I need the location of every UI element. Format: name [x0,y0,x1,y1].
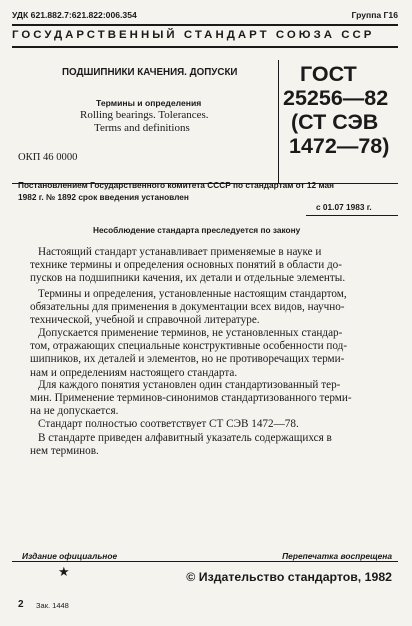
reprint-prohibited-label: Перепечатка воспрещена [282,551,392,561]
org-title: ГОСУДАРСТВЕННЫЙ СТАНДАРТ СОЮЗА ССР [12,29,375,41]
paragraph-4: Для каждого понятия установлен один стандартизованный тер- мин. Применение терминов-синонимов стандартизованного терми- на не допускается. [30,379,352,418]
official-edition-label: Издание официальное [22,551,118,561]
header-top-rule [12,24,398,26]
order-number: Зак. 1448 [36,601,69,610]
decree-line1: Постановлением Государственного комитета СССР по стандартам от 12 мая [18,180,334,190]
gost-label: ГОСТ [300,62,357,86]
effective-date: с 01.07 1983 г. [316,202,372,212]
paragraph-3: Допускается применение терминов, не установленных стандар- том, отражающих специальные конструктивные особенности под- шипников, их деталей и элементов, но не противоречащих терми- нам и определениям настоящего стандарта. [30,327,348,379]
st-sev-label: (СТ СЭВ [291,110,379,134]
st-sev-number: 1472—78) [289,134,390,158]
okp-code: ОКП 46 0000 [18,152,78,163]
header-bottom-rule [12,46,398,48]
udk-code: УДК 621.882.7:621.822:006.354 [12,10,137,20]
star-icon: ★ [58,564,70,579]
paragraph-6: В стандарте приведен алфавитный указатель содержащихся в нем терминов. [30,432,332,458]
paragraph-1: Настоящий стандарт устанавливает применяемые в науке и технике термины и определения основных понятий в области до- пусков на подшипники качения, их детали и отдельные элементы. [30,246,346,285]
decree-line2: 1982 г. № 1892 срок введения установлен [18,192,189,202]
title-english-line1: Rolling bearings. Tolerances. [80,109,209,121]
gost-divider [278,60,279,183]
copyright-notice: © Издательство стандартов, 1982 [186,570,392,584]
group-code: Группа Г16 [351,10,398,20]
law-notice: Несоблюдение стандарта преследуется по закону [93,225,301,235]
paragraph-2: Термины и определения, установленные настоящим стандартом, обязательны для применения в документации всех видов, научно- технической, учебной и справочной литературе. [30,288,347,327]
page-number: 2 [18,599,24,610]
subject-title: ПОДШИПНИКИ КАЧЕНИЯ. ДОПУСКИ [62,67,238,78]
title-russian: Термины и определения [96,98,202,108]
paragraph-5: Стандарт полностью соответствует СТ СЭВ 1472—78. [38,418,299,430]
effective-date-rule [306,215,398,216]
footer-rule [12,561,398,562]
title-english-line2: Terms and definitions [94,122,190,134]
gost-number: 25256—82 [283,86,389,110]
